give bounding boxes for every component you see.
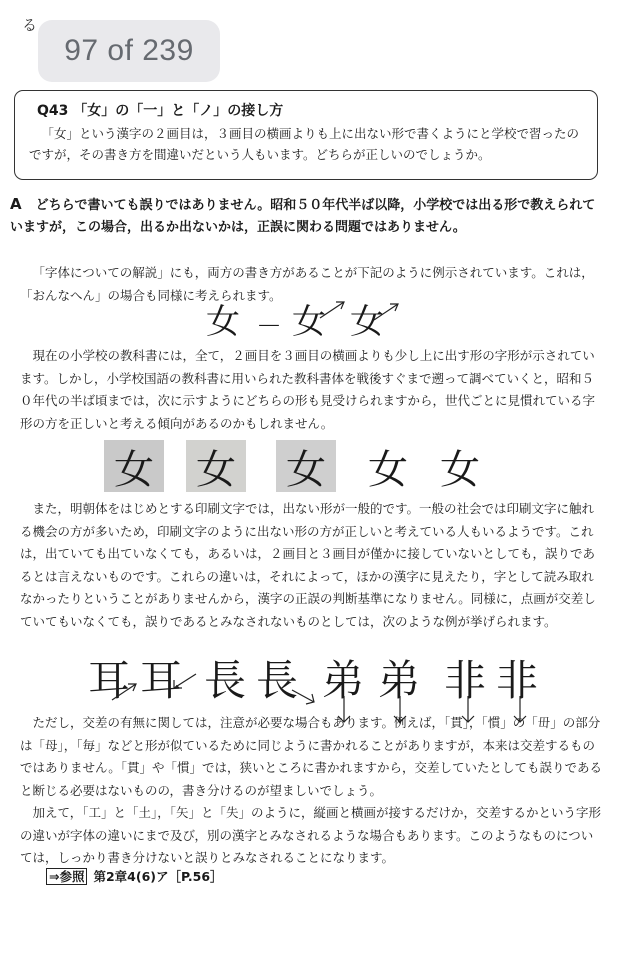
- arrow-icon: [110, 680, 150, 704]
- page-counter: 97 of 239: [38, 20, 220, 82]
- reference-text: 第2章4(6)ア［P.56］: [93, 869, 223, 884]
- glyph-tile: 女: [186, 440, 246, 492]
- answer-mark: A: [10, 195, 22, 213]
- paragraph-3: また，明朝体をはじめとする印刷文字では，出ない形が一般的です。一般の社会では印刷文字に触れる機会の方が多いため，印刷文字のように出ない形の方が正しいと考えている人もいるようです。これは，出ていても出ていなくても，あるいは，２画目と３画目が僅かに接していないとしても，誤りであるとは言えないものです。これらの違いは，それによって，ほかの漢字に見えたり，字として読み取れなかったりということがありませんから，漢字の正誤の判断基準になりません。同様に，点画が交差していてもいなくても，誤りであるとみなされないものとしては，次のような例が挙げられます。: [20, 501, 596, 629]
- question-box: [14, 90, 598, 180]
- paragraph-1: 「字体についての解説」にも，両方の書き方があることが下記のように例示されています。これは，「おんなへん」の場合も同様に考えられます。: [20, 265, 594, 303]
- demo-glyph-main: 女: [206, 302, 240, 342]
- answer-block: [10, 193, 602, 239]
- reference-line: [46, 867, 223, 885]
- demo-glyph: 耳: [88, 656, 131, 705]
- arrow-icon: [170, 670, 210, 694]
- arrow-icon: [318, 296, 358, 326]
- arrow-icon: [290, 686, 330, 710]
- answer-text: どちらで書いても誤りではありません。昭和５０年代半ば以降，小学校では出る形で教えられていますが，この場合，出るか出ないかは，正誤に関わる問題ではありません。: [10, 198, 596, 235]
- reference-label: ⇒参照: [46, 868, 87, 885]
- paragraph-5: 加えて，「工」と「土」，「矢」と「失」のように，縦画と横画が接するだけか，交差するかという字形の違いが字体の違いにまで及び，別の漢字とみなされるような場合もあります。このようなものについては，しっかり書き分けないと誤りとみなされることになります。: [20, 805, 602, 865]
- demo-glyph-variant-a: 女: [292, 302, 326, 342]
- demo-glyph-variant-b: 女: [350, 302, 384, 342]
- demo-glyph: 非: [444, 656, 487, 705]
- paragraph-2: 現在の小学校の教科書には，全て，２画目を３画目の横画よりも少し上に出す形の字形が示されています。しかし，小学校国語の教科書に用いられた教科書体を戦後すぐまで遡って調べていくと，昭和５０年代の半ば頃までは，次に示すようにどちらの形も見受けられますから，世代ごとに見慣れている字形の方を正しいと考える傾向があるのかもしれません。: [20, 348, 596, 431]
- paragraph-4: ただし，交差の有無に関しては，注意が必要な場合もあります。例えば，「貫」，「慣」の「毌」の部分は「母」，「毎」などと形が似ているために同じように書かれることがありますが，本来は交差するものではありません。「貫」や「慣」では，狭いところに書かれますから，交差していたとしても誤りであると断じる必要はないものの，書き分けるのが望ましいでしょう。: [20, 715, 603, 798]
- glyph-tile: 女: [368, 446, 408, 493]
- demo-glyph: 耳: [140, 656, 183, 705]
- question-body: 「女」という漢字の２画目は，３画目の横画よりも上に出ない形で書くようにと学校で習ったのですが，その書き方を間違いだという人もいます。どちらが正しいのでしょうか。: [29, 126, 580, 162]
- demo-glyph: 弟: [322, 656, 365, 705]
- glyph-tile: 女: [104, 440, 164, 492]
- demo-glyph: 非: [496, 656, 539, 705]
- page-corner-text: る: [22, 16, 38, 34]
- glyph-tile: 女: [440, 446, 480, 493]
- arrow-icon: [372, 298, 412, 328]
- demo-glyph: 弟: [378, 656, 421, 705]
- glyph-tile: 女: [276, 440, 336, 492]
- demo-dash: －: [256, 312, 283, 342]
- question-title: Q43 「女」の「一」と「ノ」の接し方: [37, 103, 284, 119]
- demo-glyph: 長: [204, 656, 247, 705]
- demo-glyph: 長: [256, 656, 299, 705]
